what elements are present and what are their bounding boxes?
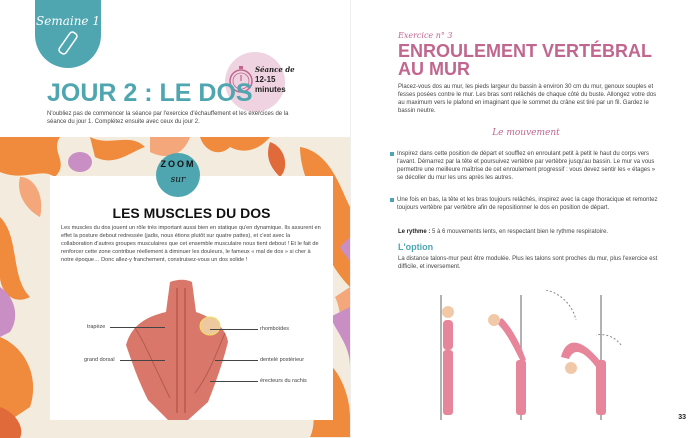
intro-text: N'oubliez pas de commencer la séance par l'exercice d'échauffement et les exercices de la séance du jour 1. Complétez ensuite avec ceux du jour 2. — [47, 111, 289, 125]
label-dentele-posterieur: dentelé postérieur — [260, 357, 305, 363]
exercise-illustrations — [421, 290, 661, 430]
duration-value: 12-15 — [255, 75, 276, 84]
week-label: Semaine 1 — [36, 14, 100, 28]
rhythm-text — [398, 228, 660, 236]
leader-line — [215, 360, 258, 361]
title-line-1: ENROULEMENT VERTÉBRAL — [398, 41, 653, 61]
label-rhomboides: rhomboïdes — [260, 326, 290, 332]
exercise-number: Exercice n° 3 — [398, 31, 453, 40]
week-tab — [35, 0, 101, 68]
info-card — [50, 176, 333, 420]
back-muscles-illustration — [115, 278, 245, 420]
rhythm-label: Le rythme : — [398, 229, 431, 235]
card-text: Les muscles du dos jouent un rôle très important aussi bien en statique qu'en dynamique. Ils assurent en effet la posture debout redressée (jadis, nous étions plutôt sur quatre pattes), et c'est avec la collaboration d'autres groupes musculaires que cet ensemble musculaire nous tient debout ! Et le fait de renforcer cette zone contribue réellement à diminuer les douleurs, le fameux « mal de dos » si cher à notre époque… Donc allez-y franchement, construisez-vous un dos solide ! — [61, 225, 321, 263]
leader-line — [210, 329, 258, 330]
card-title: LES MUSCLES DU DOS — [112, 205, 271, 221]
option-text: La distance talons-mur peut être modulée. Plus les talons sont proches du mur, plus l'exercice est difficile, et inversement. — [398, 256, 658, 270]
leader-line — [120, 360, 165, 361]
rhythm-value: 5 à 6 mouvements lents, en respectant bien le rythme respiratoire. — [430, 229, 609, 235]
zoom-label: ZOOM — [160, 159, 196, 169]
setup-text: Placez-vous dos au mur, les pieds largeur du bassin à environ 30 cm du mur, genoux souples et fesses posées contre le mur. Les bras sont relâchés de chaque côté du buste. Allongez votre dos au maximum vers le plafond en imaginant que le sommet du crâne est tiré par un fil. Gardez le bassin neutre. — [398, 84, 657, 114]
zoom-sub-label: sur — [170, 175, 186, 185]
day-title: JOUR 2 : LE DOS — [47, 79, 253, 107]
movement-heading: Le mouvement — [492, 128, 560, 138]
bullet-item: Inspirez dans cette position de départ et soufflez en enroulant petit à petit le haut du corps vers l'avant. Démarrez par la tête et poursuivez vertèbre par vertèbre jusqu'au bassin. Le mur va vous permettre une meilleure maîtrise de cet enroulement progressif : vous devez sentir les « étages » se décoller du mur les uns après les autres. — [389, 150, 661, 182]
label-erecteurs-rachis: érecteurs du rachis — [260, 378, 307, 384]
duration-label: Séance de — [255, 65, 295, 74]
title-line-2: AU MUR — [398, 59, 470, 79]
leader-line — [210, 381, 258, 382]
right-page — [350, 0, 700, 438]
page-number: 33 — [678, 414, 686, 421]
label-trapeze: trapèze — [87, 324, 106, 330]
exercise-title — [398, 42, 652, 78]
label-grand-dorsal: grand dorsal — [84, 357, 115, 363]
duration-unit: minutes — [255, 85, 286, 94]
foam-roller-icon — [56, 30, 80, 56]
zoom-badge — [156, 153, 200, 197]
bullet-item: Une fois en bas, la tête et les bras toujours relâchés, inspirez avec la cage thoracique et remontez toujours vertèbre par vertèbre afin de repositionner le dos en position de départ. — [389, 196, 661, 212]
option-heading: L'option — [398, 242, 434, 252]
leader-line — [110, 327, 165, 328]
